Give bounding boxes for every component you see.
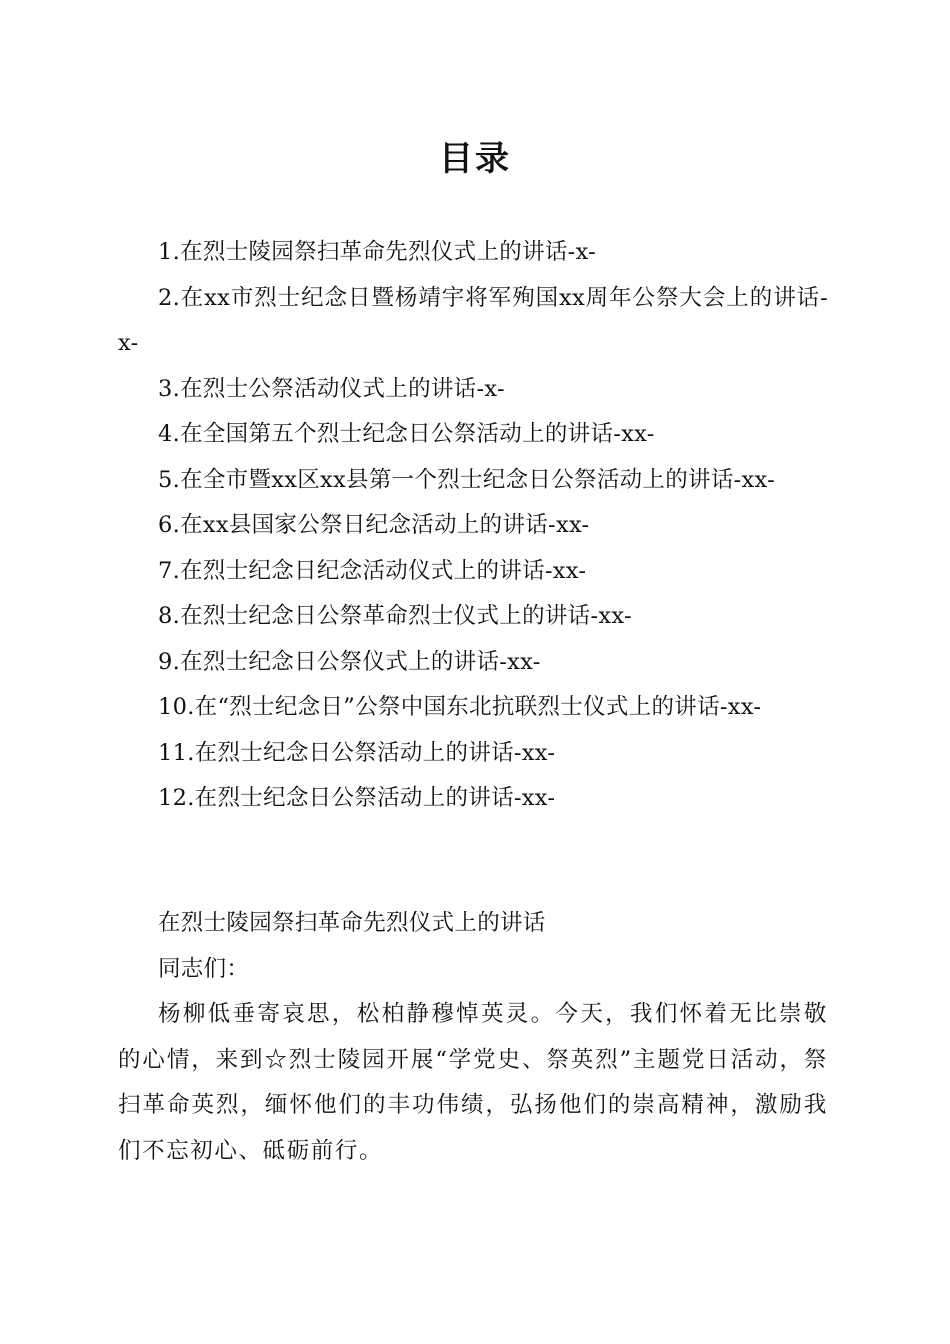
toc-item: 8.在烈士纪念日公祭革命烈士仪式上的讲话-xx-: [158, 603, 632, 629]
page-title: 目录: [439, 139, 511, 179]
toc-item: 1.在烈士陵园祭扫革命先烈仪式上的讲话-x-: [158, 239, 597, 265]
toc-item: 4.在全国第五个烈士纪念日公祭活动上的讲话-xx-: [158, 421, 655, 447]
speech-heading: 在烈士陵园祭扫革命先烈仪式上的讲话: [158, 910, 546, 936]
toc-item: 3.在烈士公祭活动仪式上的讲话-x-: [158, 375, 505, 402]
toc-item: 5.在全市暨xx区xx县第一个烈士纪念日公祭活动上的讲话-xx-: [158, 466, 776, 493]
toc-item: 9.在烈士纪念日公祭仪式上的讲话-xx-: [158, 648, 541, 675]
toc-item: 11.在烈士纪念日公祭活动上的讲话-xx-: [158, 739, 556, 766]
table-of-contents: [118, 230, 828, 822]
toc-item: 10.在“烈士纪念日”公祭中国东北抗联烈士仪式上的讲话-xx-: [158, 694, 762, 720]
salutation: 同志们：: [158, 955, 250, 982]
speech-body: [118, 901, 828, 1174]
toc-item: 2.在xx市烈士纪念日暨杨靖宇将军殉国xx周年公祭大会上的讲话-x-: [118, 284, 828, 356]
toc-item: 7.在烈士纪念日纪念活动仪式上的讲话-xx-: [158, 557, 587, 584]
body-paragraph: 杨柳低垂寄哀思，松柏静穆悼英灵。今天，我们怀着无比崇敬的心情，来到☆烈士陵园开展“学党史、祭英烈”主题党日活动，祭扫革命英烈，缅怀他们的丰功伟绩，弘扬他们的崇高精神，激励我们不忘初心、砥砺前行。: [118, 1001, 828, 1164]
toc-item: 6.在xx县国家公祭日纪念活动上的讲话-xx-: [158, 512, 590, 538]
toc-item: 12.在烈士纪念日公祭活动上的讲话-xx-: [158, 785, 556, 811]
